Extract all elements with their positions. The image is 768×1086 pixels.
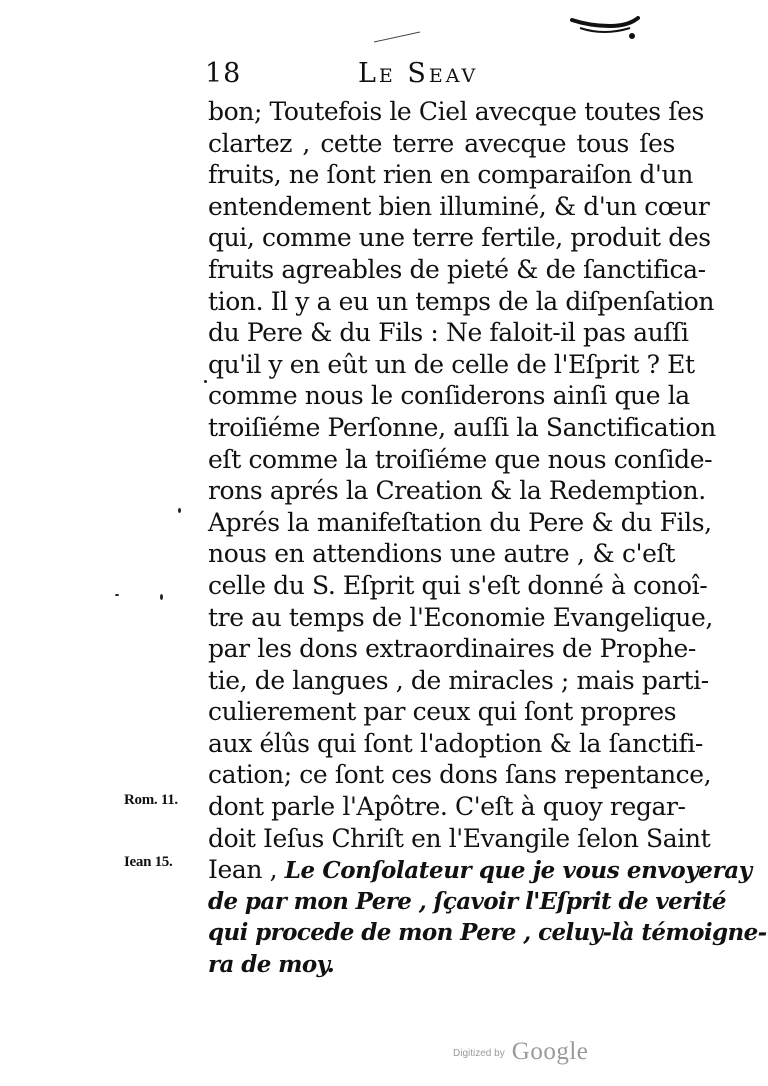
page-header (205, 58, 675, 98)
text-line: celle du S. Eſprit qui s'eſt donné à conoî- (208, 570, 708, 600)
margin-note-rom: Rom. 11. (124, 792, 178, 808)
ink-speck (178, 508, 181, 513)
text-line: comme nous le conſiderons ainſi que la (208, 381, 690, 411)
text-line: bon; Toutefois le Ciel avecque toutes ſes (208, 97, 704, 126)
text-line-mixed (208, 854, 752, 886)
text-line: clartez , cette terre avecque tous ſes (208, 128, 675, 158)
text-line: qui, comme une terre fertile, produit des (208, 223, 711, 253)
watermark-prefix: Digitized by (453, 1048, 505, 1059)
text-line: du Pere & du Fils : Ne faloit-il pas auſſi (208, 318, 689, 348)
text-line: cation; ce ſont ces dons ſans repentance, (208, 760, 712, 790)
text-line: aux élûs qui ſont l'adoption & la ſanctifi- (208, 728, 703, 758)
page-number: 18 (205, 58, 242, 89)
text-line: rons aprés la Creation & la Redemption. (208, 476, 706, 506)
text-line: doit Ieſus Chriſt en l'Evangile ſelon Saint (208, 823, 711, 853)
text-line: dont parle l'Apôtre. C'eſt à quoy regar- (208, 792, 686, 822)
text-line: entendement bien illuminé, & d'un cœur (208, 191, 710, 221)
text-line: fruits, ne ſont rien en comparaiſon d'un (208, 160, 693, 190)
google-logo: Google (511, 1038, 589, 1065)
text-line: par les dons extraordinaires de Prophe- (208, 634, 696, 664)
text-line: qu'il y en eût un de celle de l'Eſprit ? Et (208, 349, 695, 379)
ink-speck (115, 594, 119, 596)
text-line: nous en attendions une autre , & c'eſt (208, 539, 675, 569)
margin-note-iean: Iean 15. (124, 854, 173, 870)
text-line-italic: ra de moy. (208, 951, 335, 979)
text-line: tre au temps de l'Economie Evangelique, (208, 602, 713, 632)
text-line: tie, de langues , de miracles ; mais parti- (208, 665, 709, 695)
text-line: fruits agreables de pieté & de ſanctifica- (208, 254, 706, 284)
body-text (208, 96, 767, 981)
text-line-italic: qui procede de mon Pere , celuy-là témoigne- (208, 919, 767, 947)
stray-ink-stroke (372, 30, 422, 44)
text-line: Aprés la manifeſtation du Pere & du Fils, (208, 507, 712, 537)
text-line: culierement par ceux qui ſont propres (208, 697, 677, 727)
ink-speck (160, 594, 163, 600)
ink-flourish-mark (570, 14, 640, 42)
text-line: troiſiéme Perſonne, auſſi la Sanctification (208, 412, 716, 442)
digitized-by-google-watermark (453, 1038, 603, 1068)
text-line-roman-part: Iean , (208, 855, 285, 885)
text-line-italic-part: Le Conſolateur que je vous envoyeray (284, 857, 752, 885)
text-line-italic: de par mon Pere , ſçavoir l'Eſprit de verité (208, 887, 726, 915)
running-title: Le Seav (358, 58, 479, 89)
ink-speck (204, 380, 207, 383)
text-line: tion. Il y a eu un temps de la diſpenſation (208, 286, 715, 316)
text-line: eſt comme la troiſiéme que nous conſide- (208, 444, 713, 474)
